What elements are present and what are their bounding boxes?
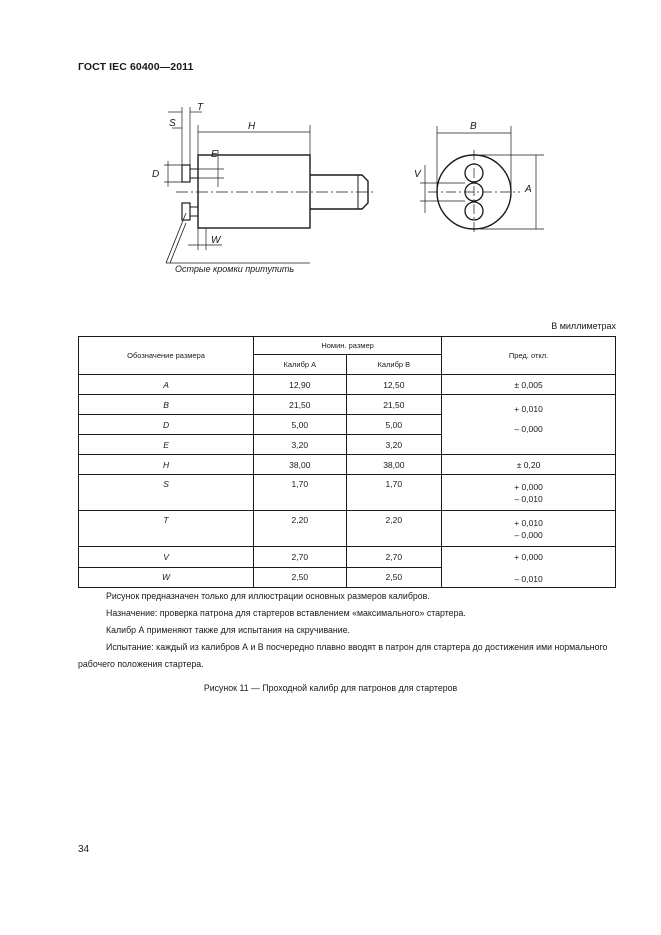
cell-dim: H (79, 455, 254, 475)
cell-tolerance: ± 0,005 (442, 375, 616, 395)
table-row (79, 511, 616, 547)
cell-dim: B (79, 395, 254, 415)
cell-gauge-b: 38,00 (346, 455, 442, 475)
note-paragraph: Испытание: каждый из калибров А и В посчередно плавно вводят в патрон для стартера до достижения ими нормального рабочего положения стартера. (78, 642, 608, 669)
tolerance-upper: + 0,010 (514, 517, 543, 528)
cell-gauge-b: 5,00 (346, 415, 442, 435)
tolerance-upper: + 0,010 (514, 404, 543, 414)
table-row (79, 395, 616, 415)
cell-tolerance-group (442, 547, 616, 588)
label-V: V (414, 169, 421, 180)
label-A: A (525, 184, 532, 195)
cell-dim: D (79, 415, 254, 435)
cell-tolerance: ± 0,20 (442, 455, 616, 475)
label-D: D (152, 169, 160, 180)
cell-dim: T (79, 511, 254, 547)
cell-gauge-a: 21,50 (254, 395, 347, 415)
dimensions-table (78, 336, 616, 588)
tolerance-lower: – 0,000 (514, 529, 543, 540)
gauge-pin-bottom (182, 203, 190, 220)
cell-dim: A (79, 375, 254, 395)
label-W: W (211, 235, 221, 246)
cell-dim: E (79, 435, 254, 455)
note-paragraph: Назначение: проверка патрона для стартеров вставлением «максимального» стартера. (106, 608, 466, 618)
label-B: B (470, 121, 477, 132)
cell-gauge-b: 12,50 (346, 375, 442, 395)
cell-gauge-a: 12,90 (254, 375, 347, 395)
tolerance-lower: – 0,000 (514, 424, 543, 434)
label-E: E (211, 149, 218, 160)
header-gauge-b: Калибр В (346, 355, 442, 375)
gauge-drawing (140, 95, 532, 285)
figure-notes (78, 588, 618, 673)
cell-dim: S (79, 475, 254, 511)
cell-gauge-a: 5,00 (254, 415, 347, 435)
header-tolerance: Пред. откл. (442, 337, 616, 375)
cell-gauge-a: 1,70 (254, 475, 347, 511)
units-label: В миллиметрах (551, 321, 616, 331)
gauge-pin-top (182, 165, 190, 182)
table-row (79, 547, 616, 568)
tolerance-upper: + 0,000 (514, 481, 543, 492)
cell-gauge-a: 38,00 (254, 455, 347, 475)
header-nominal: Номин. размер (254, 337, 442, 355)
table-row (79, 375, 616, 395)
page-number: 34 (78, 844, 90, 855)
label-T: T (197, 102, 204, 113)
cell-tolerance (442, 511, 616, 547)
cell-gauge-a: 2,70 (254, 547, 347, 568)
note-paragraph: Рисунок предназначен только для иллюстрации основных размеров калибров. (106, 591, 430, 601)
note-paragraph: Калибр А применяют также для испытания на скручивание. (106, 625, 351, 635)
cell-gauge-a: 3,20 (254, 435, 347, 455)
tolerance-upper: + 0,000 (514, 552, 543, 562)
cell-gauge-b: 3,20 (346, 435, 442, 455)
cell-gauge-a: 2,50 (254, 567, 347, 588)
cell-gauge-b: 2,70 (346, 547, 442, 568)
label-H: H (248, 121, 256, 132)
cell-tolerance-group (442, 395, 616, 455)
table-row (79, 455, 616, 475)
header-gauge-a: Калибр А (254, 355, 347, 375)
cell-gauge-b: 1,70 (346, 475, 442, 511)
tolerance-lower: – 0,010 (514, 574, 543, 584)
document-header: ГОСТ IEC 60400—2011 (78, 61, 194, 73)
figure-caption: Рисунок 11 — Проходной калибр для патронов для стартеров (203, 683, 458, 693)
cell-gauge-a: 2,20 (254, 511, 347, 547)
sharp-edges-note: Острые кромки притупить (175, 264, 295, 274)
cell-dim: W (79, 567, 254, 588)
cell-gauge-b: 2,50 (346, 567, 442, 588)
cell-gauge-b: 21,50 (346, 395, 442, 415)
cell-gauge-b: 2,20 (346, 511, 442, 547)
cell-tolerance (442, 475, 616, 511)
table-row (79, 475, 616, 511)
label-S: S (169, 118, 176, 129)
gauge-body (198, 155, 310, 228)
cell-dim: V (79, 547, 254, 568)
tolerance-lower: – 0,010 (514, 493, 543, 504)
header-designation: Обозначение размера (79, 337, 254, 375)
